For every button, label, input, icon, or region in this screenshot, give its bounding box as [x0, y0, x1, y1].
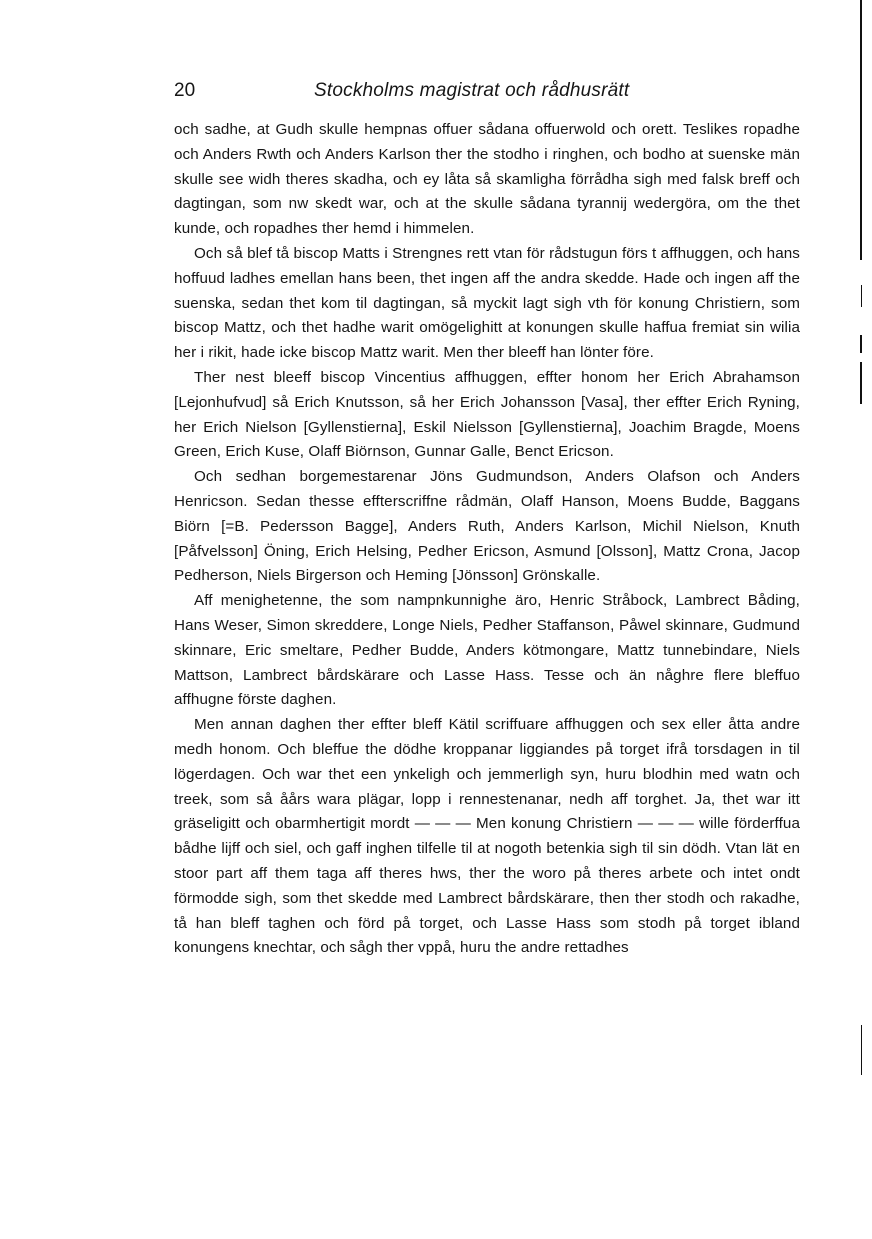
paragraph-3: Ther nest bleeff biscop Vincentius affhuggen, effter honom her Erich Abrahamson [Lejonhufvud] så Erich Knutsson, så her Erich Johansson [Vasa], ther effter Erich Ryning, her Erich Nielson [Gyllenstierna], Eskil Nielsson [Gyllenstierna], Joachim Bragde, Moens Green, Erich Kuse, Olaff Biörnson, Gunnar Galle, Benct Ericson.: [174, 368, 800, 461]
paragraph-5: Aff menighetenne, the som nampnkunnighe äro, Henric Stråbock, Lambrect Båding, Hans Weser, Simon skreddere, Longe Niels, Pedher Staffanson, Påwel skinnare, Gudmund skinnare, Eric smeltare, Pedher Budde, Anders kötmongare, Mattz tunnebindare, Niels Mattson, Lambrect bårdskärare och Lasse Hass. Tesse och än någhre flere bleffuo affhugne förste daghen.: [174, 592, 800, 709]
scan-edge-mark-4: [861, 1025, 862, 1075]
running-title: Stockholms magistrat och rådhusrätt: [314, 80, 630, 101]
scan-edge-mark-1: [861, 285, 862, 307]
page-header: [174, 76, 800, 106]
scan-edge-mark-2: [860, 335, 862, 353]
paragraph-6: Men annan daghen ther effter bleff Kätil scriffuare affhuggen och sex eller åtta andre medh honom. Och bleffue the dödhe kroppanar liggiandes på torget ifrå torsdagen in til lögerdagen. Och war thet een ynkeligh och jemmerligh syn, huru blodhin med watn och treek, som så åårs wara plägar, lopp i rennestenanar, nedh aff torghet. Ja, thet war itt gräseligitt och obarmhertigit mordt — — — Men konung Christiern — — — wille förderffua bådhe lijff och siel, och gaff inghen tilfelle til at nogoth betenkia sigh til sin dödh. Vtan lät en stoor part aff them taga aff theres hws, ther the woro på theres arbete och intet ondt förmodde sigh, som thet skedde med Lambrect bårdskärare, then ther stodh och rakadhe, tå han bleff taghen och förd på torget, och Lasse Hass som stodh på torget ibland konungens knechtar, och sågh ther vppå, huru the andre rettadhes: [174, 716, 800, 957]
paragraph-4: Och sedhan borgemestarenar Jöns Gudmundson, Anders Olafson och Anders Henricson. Sedan thesse effterscriffne rådmän, Olaff Hanson, Moens Budde, Baggans Biörn [=B. Pedersson Bagge], Anders Ruth, Anders Karlson, Michil Nielson, Knuth [Påfvelsson] Öning, Erich Helsing, Pedher Ericson, Asmund [Olsson], Mattz Crona, Jacop Pedherson, Niels Birgerson och Heming [Jönsson] Grönskalle.: [174, 468, 800, 585]
body-text: [174, 118, 800, 961]
paragraph-2: Och så blef tå biscop Matts i Strengnes rett vtan för rådstugun förs t affhuggen, och hans hoffuud ladhes emellan hans been, thet ingen aff the andra skedde. Hade och ingen aff the suenska, sedan thet kom til dagtingan, så myckit lagt sigh vth för konung Christiern, som biscop Mattz, och thet hadhe warit omögelighitt at konungen skulle haffua fremiat sin wilia her i rikit, hade icke biscop Mattz warit. Men ther bleeff han lönter före.: [174, 244, 800, 362]
scan-edge-line-top: [860, 0, 862, 260]
scan-edge-mark-3: [860, 362, 862, 404]
paragraph-1: och sadhe, at Gudh skulle hempnas offuer sådana offuerwold och orett. Teslikes ropadhe och Anders Rwth och Anders Karlson ther the stodho i ringhen, och bodho at suenske män skulle see widh theres skadha, och ey låta så skamligha förrådha sigh med falsk breff och dagtingan, som nw skedt war, och at the skulle sådana tyrannij wedergöra, om the thet kunde, och ropadhes ther hemd i himmelen.: [174, 121, 800, 238]
page-number: 20: [174, 80, 196, 101]
